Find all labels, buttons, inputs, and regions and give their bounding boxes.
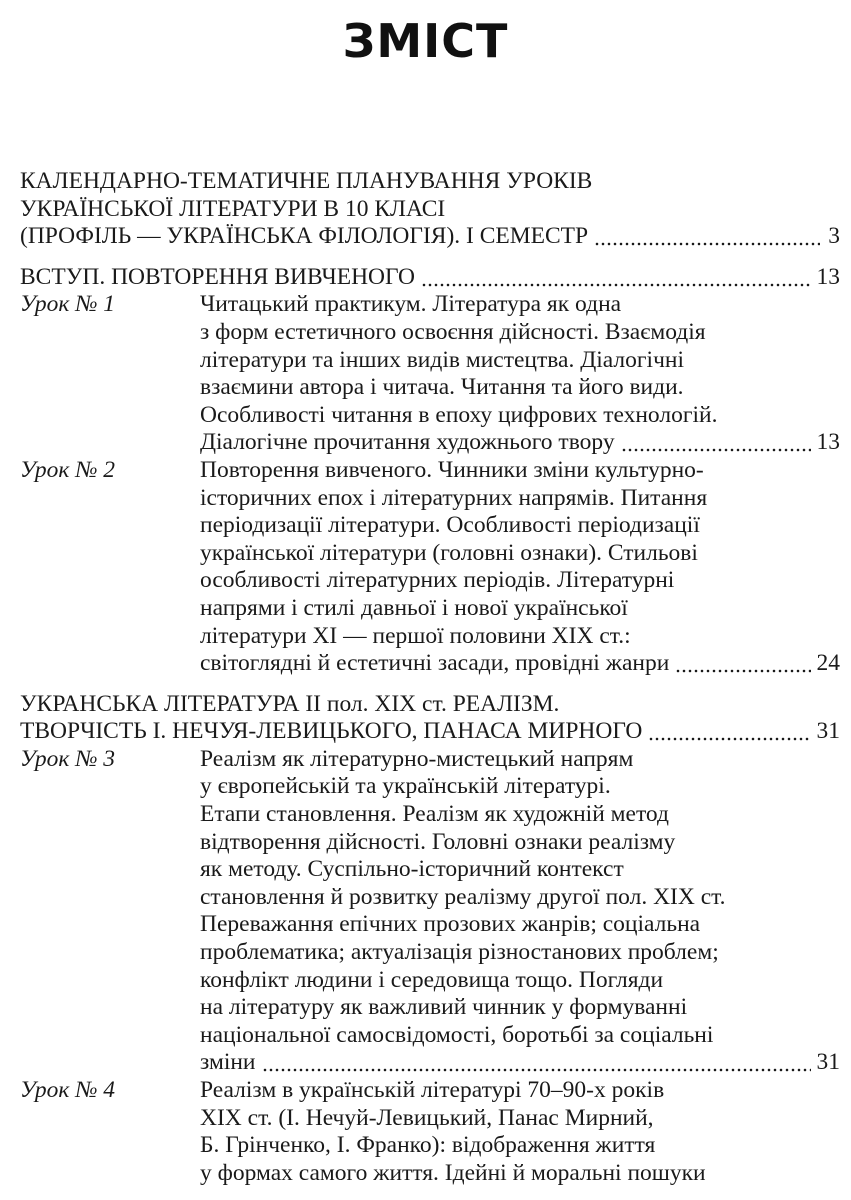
page-title: ЗМІСТ bbox=[342, 14, 509, 68]
lesson-line bbox=[200, 1022, 840, 1050]
line-text: конфлікт людини і середовища тощо. Погляди bbox=[200, 966, 664, 993]
line-text: Повторення вивченого. Чинники зміни культурно- bbox=[200, 456, 704, 483]
line-text: Особливості читання в епоху цифрових технологій. bbox=[200, 401, 718, 428]
page-number: 13 bbox=[816, 429, 840, 456]
lesson-line bbox=[200, 1077, 840, 1105]
line-text: Реалізм в українській літературі 70–90-х років bbox=[200, 1077, 665, 1103]
lesson-line bbox=[200, 939, 840, 967]
line-text: особливості літературних періодів. Літературні bbox=[200, 567, 675, 594]
line-text: (ПРОФІЛЬ — УКРАЇНСЬКА ФІЛОЛОГІЯ). І СЕМЕСТР bbox=[20, 223, 589, 250]
lesson-entry bbox=[20, 291, 840, 457]
line-text: УКРАНСЬКА ЛІТЕРАТУРА II пол. XIX ст. РЕАЛІЗМ. bbox=[20, 690, 560, 717]
page-number: 24 bbox=[816, 650, 840, 677]
lesson-line bbox=[200, 994, 840, 1022]
lesson-entry bbox=[20, 1077, 840, 1187]
lesson-line bbox=[200, 567, 840, 595]
line-text: національної самосвідомості, боротьбі за соціальні bbox=[200, 1021, 714, 1048]
page-number: 31 bbox=[816, 1049, 840, 1076]
lesson-line bbox=[200, 1049, 840, 1077]
line-text: як методу. Суспільно-історичний контекст bbox=[200, 856, 624, 883]
lesson-entry bbox=[20, 746, 840, 1077]
toc-section bbox=[20, 691, 840, 1188]
lesson-line bbox=[200, 540, 840, 568]
line-text: з форм естетичного освоєння дійсності. Взаємодія bbox=[200, 318, 706, 345]
dot-leader bbox=[648, 718, 810, 746]
lesson-line bbox=[200, 623, 840, 651]
lesson-line bbox=[200, 1160, 840, 1188]
line-text: ВСТУП. ПОВТОРЕННЯ ВИВЧЕНОГО bbox=[20, 263, 415, 290]
lesson-label: Урок № 3 bbox=[20, 745, 116, 772]
line-text: відтворення дійсності. Головні ознаки реалізму bbox=[200, 828, 676, 855]
lesson-description bbox=[200, 1077, 840, 1187]
line-text: Переважання епічних прозових жанрів; соціальна bbox=[200, 911, 701, 938]
lesson-line bbox=[200, 650, 840, 678]
lesson-line bbox=[200, 1132, 840, 1160]
page-number: 3 bbox=[828, 223, 840, 250]
lesson-entry bbox=[20, 457, 840, 678]
lesson-description bbox=[200, 291, 840, 457]
line-text: Б. Грінченко, І. Франко): відображення життя bbox=[200, 1132, 656, 1159]
lesson-line bbox=[200, 347, 840, 375]
line-text: у формах самого життя. Ідейні й моральні пошуки bbox=[200, 1159, 706, 1186]
line-text: КАЛЕНДАРНО-ТЕМАТИЧНЕ ПЛАНУВАННЯ УРОКІВ bbox=[20, 168, 593, 194]
section-heading-line bbox=[20, 718, 840, 746]
line-text: літератури XI — першої половини XIX ст.: bbox=[200, 622, 631, 649]
line-text: ТВОРЧІСТЬ І. НЕЧУЯ-ЛЕВИЦЬКОГО, ПАНАСА МИРНОГО bbox=[20, 718, 643, 745]
line-text: зміни bbox=[200, 1049, 256, 1076]
line-text: взаємини автора і читача. Читання та його види. bbox=[200, 374, 684, 401]
line-text: УКРАЇНСЬКОЇ ЛІТЕРАТУРИ В 10 КЛАСІ bbox=[20, 195, 446, 222]
section-heading-line bbox=[20, 196, 840, 224]
lesson-line bbox=[200, 374, 840, 402]
lesson-line bbox=[200, 402, 840, 430]
section-heading-line bbox=[20, 168, 840, 196]
lesson-line bbox=[200, 801, 840, 829]
lesson-line bbox=[200, 829, 840, 857]
toc-section bbox=[20, 168, 840, 251]
dot-leader bbox=[621, 429, 811, 457]
toc-section bbox=[20, 264, 840, 678]
line-text: проблематика; актуалізація різностанових проблем; bbox=[200, 939, 719, 966]
lesson-line bbox=[200, 485, 840, 513]
line-text: Етапи становлення. Реалізм як художній метод bbox=[200, 801, 669, 828]
line-text: Читацький практикум. Література як одна bbox=[200, 291, 622, 318]
lesson-description bbox=[200, 457, 840, 678]
lesson-label: Урок № 2 bbox=[20, 456, 116, 483]
section-heading-line bbox=[20, 691, 840, 719]
lesson-line bbox=[200, 429, 840, 457]
section-heading-line bbox=[20, 223, 840, 251]
table-of-contents bbox=[20, 168, 840, 1187]
lesson-description bbox=[200, 746, 840, 1077]
section-heading-line bbox=[20, 264, 840, 292]
lesson-line bbox=[200, 319, 840, 347]
line-text: XIX ст. (І. Нечуй-Левицький, Панас Мирний, bbox=[200, 1104, 654, 1131]
line-text: історичних епох і літературних напрямів. Питання bbox=[200, 484, 708, 511]
dot-leader bbox=[594, 223, 820, 251]
lesson-line bbox=[200, 773, 840, 801]
lesson-label: Урок № 4 bbox=[20, 1077, 116, 1103]
line-text: на літературу як важливий чинник у формуванні bbox=[200, 994, 688, 1021]
line-text: становлення й розвитку реалізму другої пол. XIX ст. bbox=[200, 883, 726, 910]
line-text: української літератури (головні ознаки). Стильові bbox=[200, 539, 698, 566]
line-text: напрями і стилі давньої і нової української bbox=[200, 594, 628, 621]
lesson-line bbox=[200, 856, 840, 884]
line-text: періодизації літератури. Особливості періодизації bbox=[200, 512, 700, 539]
lesson-line bbox=[200, 595, 840, 623]
lesson-label: Урок № 1 bbox=[20, 291, 116, 318]
lesson-line bbox=[200, 884, 840, 912]
lesson-line bbox=[200, 911, 840, 939]
dot-leader bbox=[262, 1049, 811, 1077]
lesson-line bbox=[200, 291, 840, 319]
lesson-line bbox=[200, 967, 840, 995]
dot-leader bbox=[421, 264, 811, 292]
page-number: 13 bbox=[816, 263, 840, 290]
lesson-line bbox=[200, 512, 840, 540]
page-number: 31 bbox=[816, 718, 840, 745]
dot-leader bbox=[675, 650, 810, 678]
lesson-line bbox=[200, 746, 840, 774]
lesson-line bbox=[200, 457, 840, 485]
line-text: у європейській та українській літературі. bbox=[200, 773, 611, 800]
lesson-line bbox=[200, 1105, 840, 1133]
line-text: літератури та інших видів мистецтва. Діалогічні bbox=[200, 346, 684, 373]
line-text: Реалізм як літературно-мистецький напрям bbox=[200, 745, 634, 772]
line-text: світоглядні й естетичні засади, провідні жанри bbox=[200, 650, 670, 677]
line-text: Діалогічне прочитання художнього твору bbox=[200, 429, 615, 456]
